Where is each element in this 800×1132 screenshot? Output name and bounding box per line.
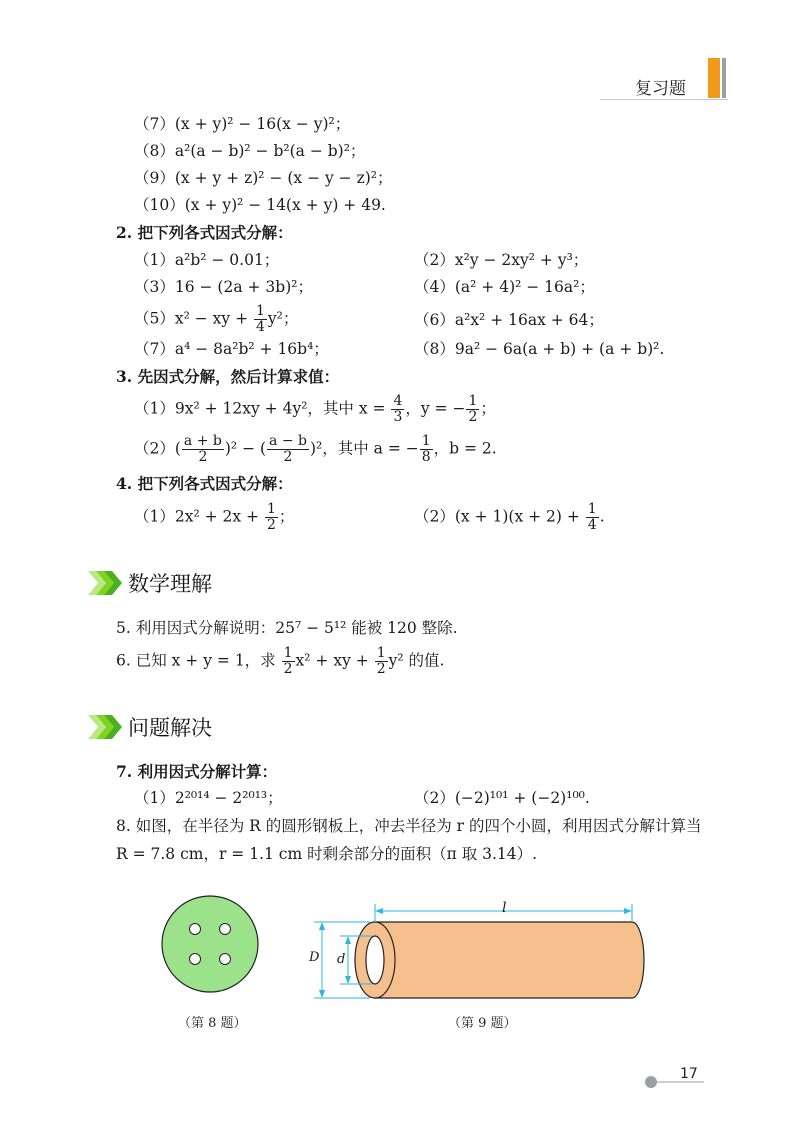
section-heading-math-understanding [88, 563, 212, 603]
figure-9-caption: （第 9 题） [448, 1016, 517, 1031]
q7-stem: 7. 利用因式分解计算： [116, 762, 278, 781]
q2-item-3: （3）16 − (2a + 3b)²； [134, 278, 313, 296]
denominator: 4 [256, 319, 265, 335]
section-heading-problem-solving [88, 707, 212, 747]
q2-item-5-suffix: y²； [267, 309, 299, 328]
page-number: 17 [680, 1066, 698, 1082]
section-title: 问题解决 [128, 716, 212, 740]
fraction-one-quarter [254, 304, 267, 335]
page-dot-icon [645, 1076, 657, 1088]
q3-item-2-close: )²，其中 a = − [309, 439, 419, 458]
q3-item-2 [134, 434, 497, 465]
q6 [116, 646, 444, 677]
q2-item-6: （6）a²x² + 16ax + 64； [414, 311, 604, 329]
fraction-a-minus-b-over-2 [267, 434, 309, 465]
figure-9-tube [300, 898, 660, 1008]
denominator: 2 [468, 409, 478, 425]
fraction-one-eighth [420, 434, 433, 465]
tube-end-inner [366, 936, 384, 984]
chevron-arrows-icon [88, 713, 122, 741]
q1-item-9: （9）(x + y + z)² − (x − y − z)²； [134, 169, 393, 187]
accent-bar-gray [722, 58, 726, 98]
q4-item-1-end: ； [278, 507, 295, 526]
denominator: 2 [283, 661, 293, 677]
q8-line-1: 8. 如图，在半径为 R 的圆形钢板上，冲去半径为 r 的四个小圆，利用因式分解计算当 [116, 817, 702, 835]
figure-8-caption: （第 8 题） [178, 1016, 247, 1031]
fraction-one-half [265, 502, 278, 533]
fraction-one-quarter [586, 502, 599, 533]
q2-item-2: （2）x²y − 2xy² + y³； [414, 251, 589, 269]
numerator: 1 [266, 501, 276, 517]
q4-item-2 [414, 502, 605, 533]
small-hole [220, 924, 231, 935]
q1-item-7: （7）(x + y)² − 16(x − y)²； [134, 115, 351, 133]
q6-prefix: 6. 已知 x + y = 1，求 [116, 651, 281, 670]
numerator: 1 [587, 501, 597, 517]
steel-plate-disc [162, 896, 258, 992]
label-outer-diameter-D: D [309, 950, 320, 965]
arrowhead [319, 990, 325, 998]
numerator: 4 [393, 393, 403, 409]
small-hole [190, 954, 201, 965]
chapter-section-title: 复习题 [635, 79, 686, 99]
denominator: 2 [376, 661, 386, 677]
q1-item-8: （8）a²(a − b)² − b²(a − b)²； [134, 142, 366, 160]
q5: 5. 利用因式分解说明：25⁷ − 5¹² 能被 120 整除. [116, 619, 458, 637]
q2-stem: 2. 把下列各式因式分解： [116, 223, 293, 242]
arrowhead [375, 908, 383, 914]
header-rule [600, 99, 728, 100]
fraction-one-half [466, 394, 479, 425]
numerator: 1 [376, 645, 386, 661]
denominator: 2 [198, 449, 208, 465]
arrowhead [319, 922, 325, 930]
fraction-a-plus-b-over-2 [182, 434, 224, 465]
header-accent-bars [708, 58, 728, 98]
denominator: 3 [393, 409, 403, 425]
q1-item-10: （10）(x + y)² − 14(x + y) + 49. [134, 196, 386, 214]
fraction-four-thirds [391, 394, 404, 425]
q2-item-1: （1）a²b² − 0.01； [134, 251, 280, 269]
q4-item-1 [134, 502, 294, 533]
numerator: a + b [183, 433, 222, 449]
q3-stem: 3. 先因式分解，然后计算求值： [116, 367, 340, 386]
q3-item-1-end: ； [480, 399, 496, 418]
arrowhead [345, 976, 351, 984]
arrowhead [345, 936, 351, 944]
q3-item-1-mid: ，y = − [405, 399, 466, 418]
q2-item-5-prefix: （5）x² − xy + [134, 309, 253, 328]
figure-8-disc [158, 892, 262, 996]
small-hole [220, 954, 231, 965]
q6-mid: x² + xy + [295, 651, 374, 670]
q4-stem: 4. 把下列各式因式分解： [116, 474, 293, 493]
denominator: 4 [587, 517, 597, 533]
numerator: 1 [283, 645, 293, 661]
q3-item-1 [134, 394, 496, 425]
denominator: 8 [421, 449, 431, 465]
denominator: 2 [283, 449, 293, 465]
numerator: 1 [421, 433, 431, 449]
q7-item-1: （1）2²⁰¹⁴ − 2²⁰¹³； [134, 789, 283, 807]
q3-item-2-open: （2）( [134, 439, 181, 458]
q7-item-2: （2）(−2)¹⁰¹ + (−2)¹⁰⁰. [414, 789, 590, 807]
q4-item-1-prefix: （1）2x² + 2x + [134, 507, 264, 526]
q3-item-2-mid: )² − ( [224, 439, 267, 458]
q6-end: y² 的值. [388, 651, 445, 670]
fraction-one-half [282, 646, 295, 677]
q4-item-2-prefix: （2）(x + 1)(x + 2) + [414, 507, 585, 526]
denominator: 2 [266, 517, 276, 533]
q2-item-5 [134, 304, 298, 335]
fraction-one-half [375, 646, 388, 677]
q2-item-8: （8）9a² − 6a(a + b) + (a + b)². [414, 340, 665, 358]
chevron-arrows-icon [88, 569, 122, 597]
q3-item-2-end: ，b = 2. [433, 439, 497, 458]
numerator: 1 [256, 303, 265, 319]
q3-item-1-prefix: （1）9x² + 12xy + 4y²，其中 x = [134, 399, 391, 418]
accent-bar-orange [708, 58, 720, 98]
q8-line-2: R = 7.8 cm，r = 1.1 cm 时剩余部分的面积（π 取 3.14）. [116, 845, 538, 863]
numerator: a − b [269, 433, 307, 449]
label-length-l: l [502, 900, 507, 916]
tube-body [375, 922, 644, 998]
q2-item-4: （4）(a² + 4)² − 16a²； [414, 278, 595, 296]
q4-item-2-end: . [599, 507, 605, 526]
section-title: 数学理解 [128, 572, 212, 596]
q2-item-7: （7）a⁴ − 8a²b² + 16b⁴； [134, 340, 329, 358]
arrowhead [624, 908, 632, 914]
small-hole [190, 924, 201, 935]
numerator: 1 [468, 393, 478, 409]
label-inner-diameter-d: d [337, 952, 346, 967]
